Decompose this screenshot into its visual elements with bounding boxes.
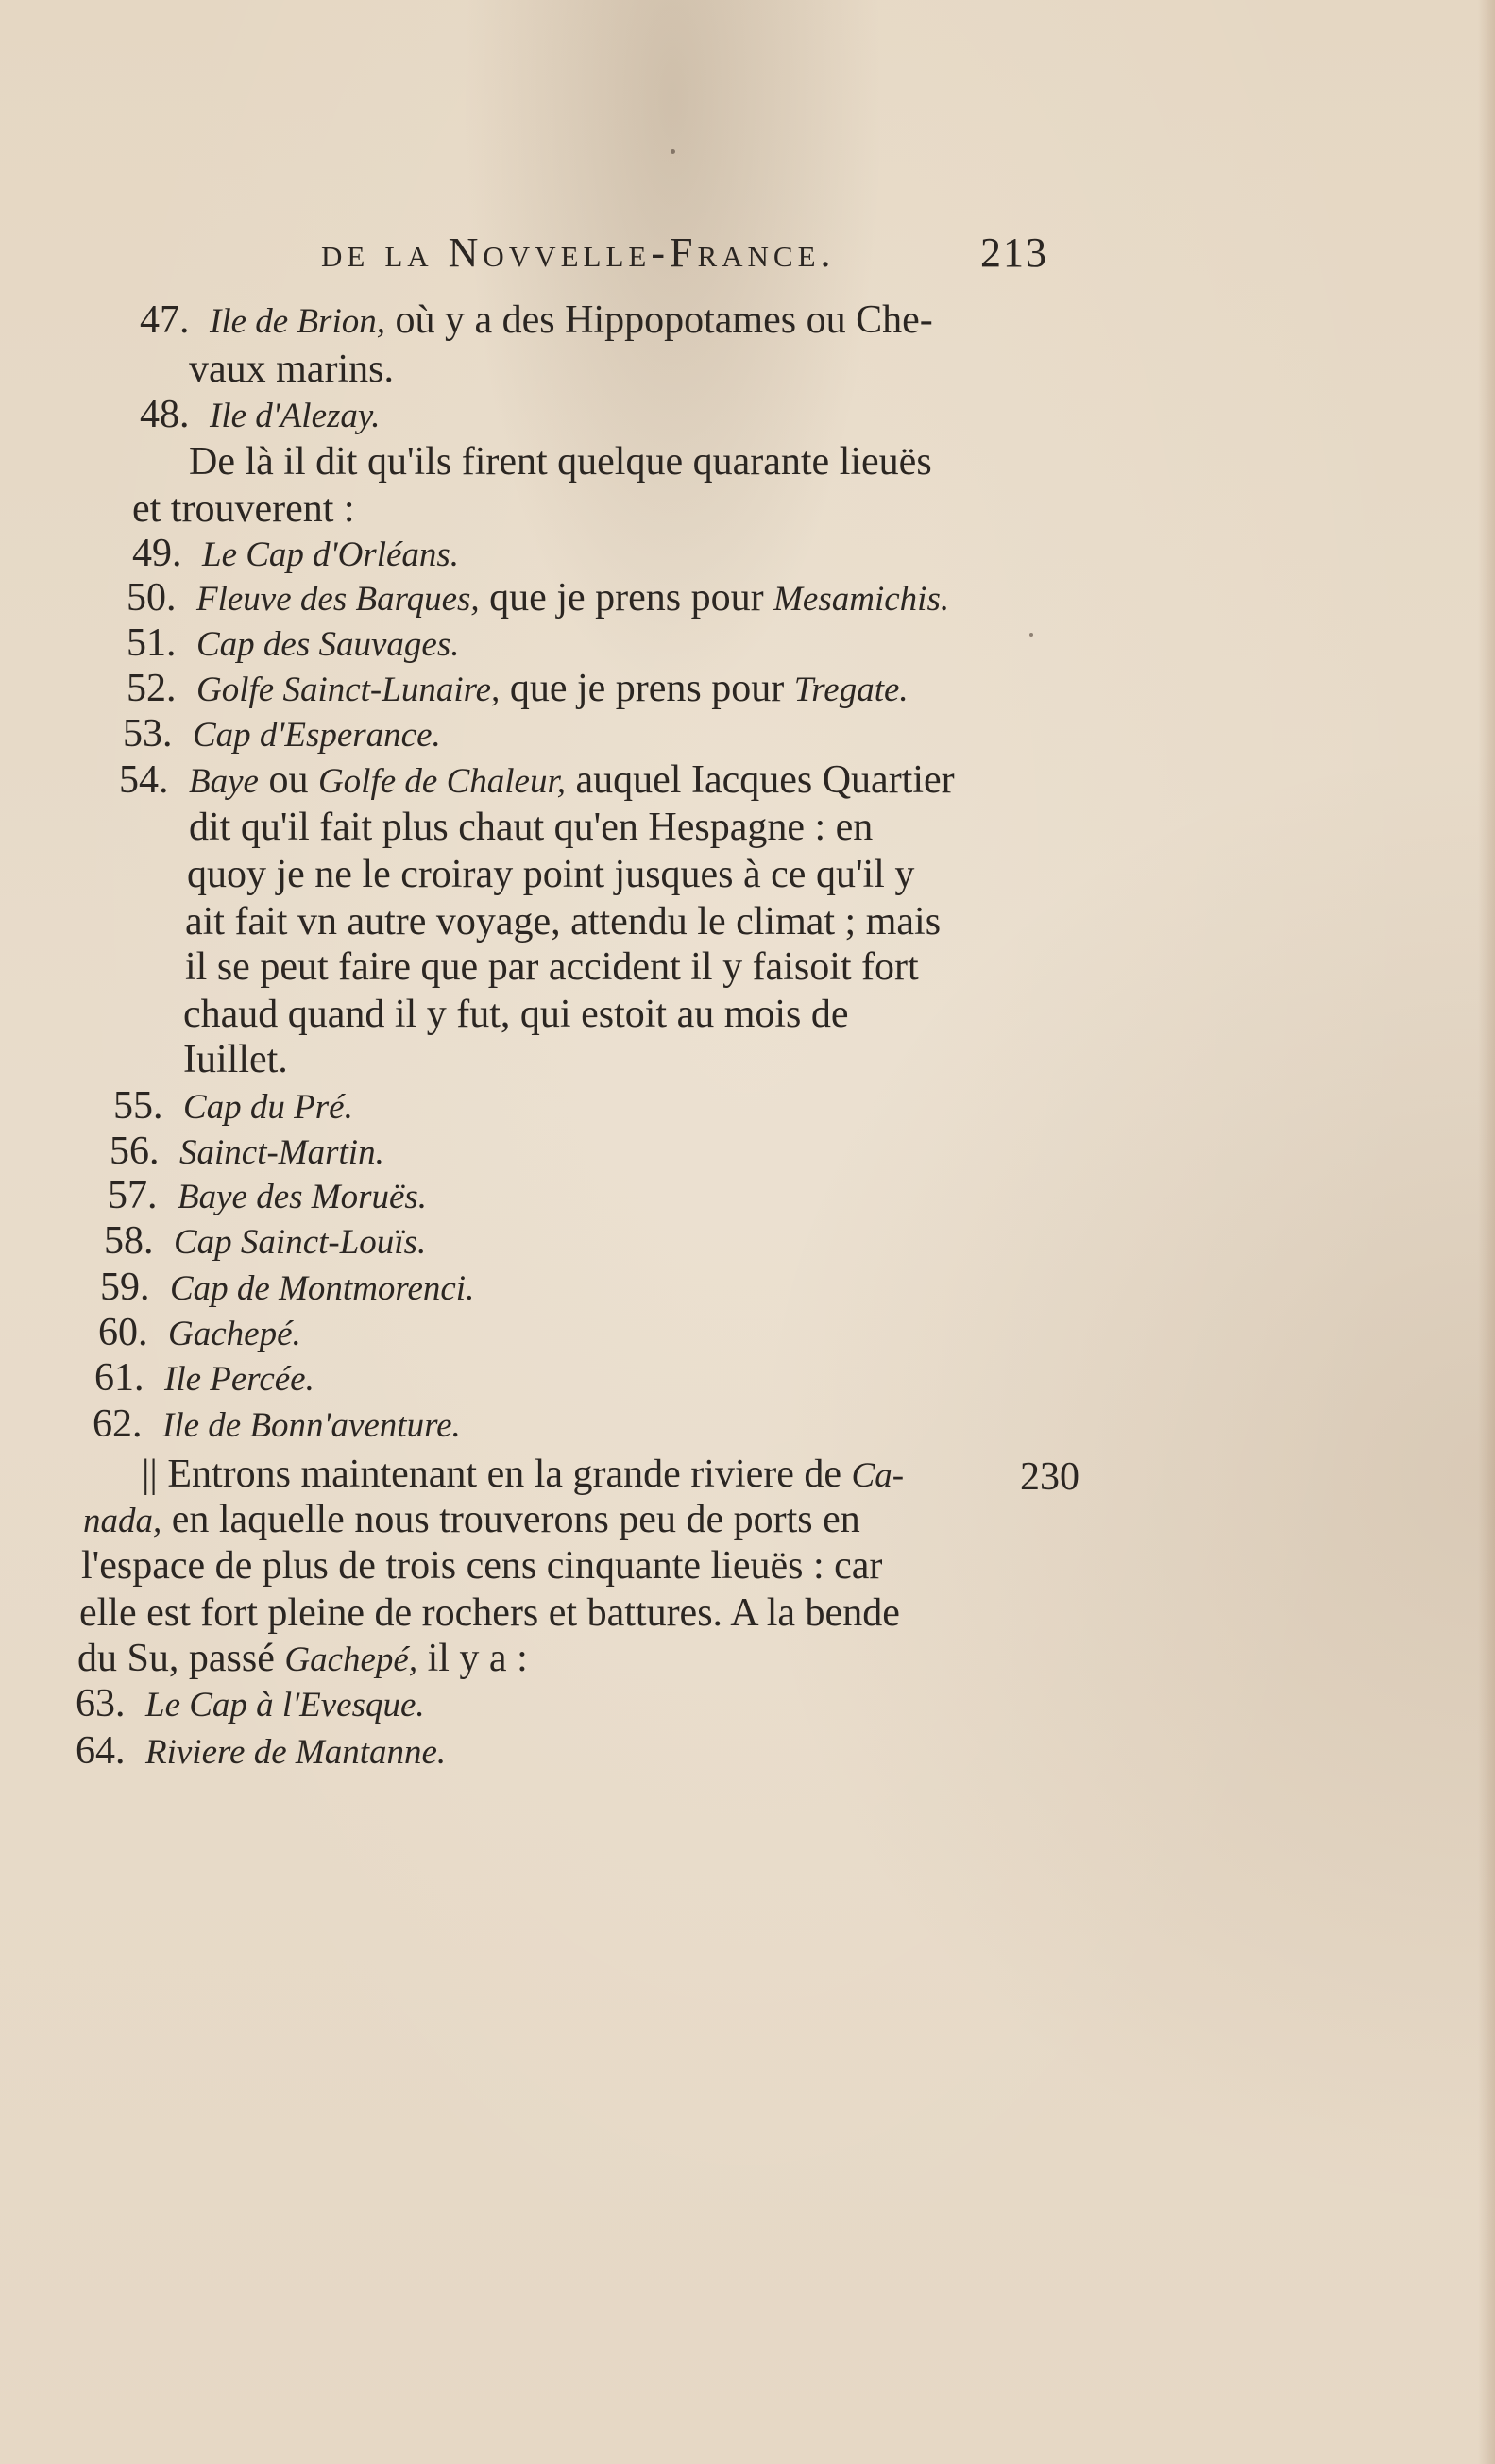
paragraph-line: l'espace de plus de trois cens cinquante lieuës : car: [81, 1544, 883, 1588]
entry-47-continuation: vaux marins.: [189, 348, 394, 391]
entry-47: [140, 300, 933, 340]
entry-60: [98, 1313, 301, 1352]
entry-54-continuation: Iuillet.: [183, 1038, 288, 1081]
place-name: Gachepé.: [168, 1315, 301, 1353]
entry-55: [113, 1086, 353, 1126]
place-name: Baye: [189, 762, 259, 801]
paragraph-line: De là il dit qu'ils firent quelque quarante lieuës: [189, 440, 932, 484]
entry-number: 53.: [123, 712, 173, 756]
entry-number: 55.: [113, 1084, 163, 1128]
running-title: de la Novvelle-France.: [321, 229, 836, 276]
entry-number: 57.: [108, 1174, 158, 1217]
entry-57: [108, 1176, 427, 1215]
page-header: [321, 229, 1048, 285]
place-name: Ile Percée.: [164, 1360, 314, 1399]
entry-61: [94, 1358, 314, 1398]
ink-speck: [1029, 633, 1033, 637]
place-name: Mesamichis.: [773, 580, 950, 619]
italic-word: nada,: [83, 1502, 162, 1540]
entry-54-continuation: ait fait vn autre voyage, attendu le climat ; mais: [185, 900, 942, 943]
paragraph-text: || Entrons maintenant en la grande riviere de: [142, 1453, 852, 1496]
entry-number: 48.: [140, 393, 190, 436]
entry-number: 62.: [93, 1402, 143, 1446]
entry-63: [76, 1684, 425, 1724]
entry-62: [93, 1404, 461, 1444]
place-name: Riviere de Mantanne.: [145, 1733, 447, 1772]
entry-text: que je prens pour: [479, 576, 774, 620]
entry-number: 60.: [98, 1311, 148, 1354]
paragraph-line: [142, 1454, 904, 1494]
place-name: Sainct-Martin.: [179, 1133, 384, 1172]
place-name: Golfe de Chaleur,: [317, 762, 567, 801]
entry-number: 61.: [94, 1356, 144, 1400]
page-number: 213: [980, 229, 1048, 276]
entry-52: [127, 669, 909, 708]
place-name: Cap de Montmorenci.: [170, 1269, 475, 1308]
place-name: Cap du Pré.: [183, 1088, 353, 1127]
page-edge-shadow: [1478, 0, 1495, 2464]
paragraph-line: elle est fort pleine de rochers et battures. A la bende: [79, 1591, 900, 1635]
italic-word: Ca-: [851, 1456, 905, 1495]
entry-54-continuation: dit qu'il fait plus chaut qu'en Hespagne : en: [189, 806, 874, 849]
place-name: Cap des Sauvages.: [196, 625, 460, 664]
entry-64: [76, 1731, 446, 1771]
margin-number: 230: [1020, 1455, 1079, 1499]
paragraph-line: [83, 1500, 860, 1539]
entry-number: 64.: [76, 1729, 126, 1773]
place-name: Golfe Sainct-Lunaire,: [196, 671, 501, 709]
entry-number: 63.: [76, 1682, 126, 1725]
entry-text: auquel Iacques Quartier: [566, 758, 955, 802]
entry-number: 50.: [127, 576, 177, 620]
entry-number: 56.: [110, 1130, 160, 1173]
entry-number: 47.: [140, 298, 190, 342]
entry-53: [123, 714, 441, 754]
place-name: Ile de Brion,: [210, 302, 385, 341]
place-name: Le Cap à l'Evesque.: [145, 1686, 425, 1725]
place-name: Cap d'Esperance.: [193, 716, 441, 755]
paragraph-text: il y a :: [417, 1637, 528, 1680]
entry-number: 54.: [119, 758, 169, 802]
entry-56: [110, 1131, 384, 1171]
entry-text: ou: [258, 758, 318, 802]
entry-number: 51.: [127, 621, 177, 665]
entry-54-continuation: il se peut faire que par accident il y faisoit fort: [185, 945, 919, 989]
place-name: Fleuve des Barques,: [196, 580, 480, 619]
entry-58: [104, 1221, 426, 1261]
place-name: Baye des Moruës.: [178, 1178, 428, 1216]
place-name: Le Cap d'Orléans.: [202, 535, 460, 574]
entry-50: [127, 578, 949, 618]
entry-49: [132, 534, 459, 573]
place-name: Ile d'Alezay.: [210, 397, 381, 435]
place-name: Cap Sainct-Louïs.: [174, 1223, 427, 1262]
entry-number: 58.: [104, 1219, 154, 1263]
entry-54-continuation: chaud quand il y fut, qui estoit au mois de: [183, 993, 849, 1036]
entry-59: [100, 1267, 474, 1307]
paragraph-line: et trouverent :: [132, 487, 355, 531]
entry-51: [127, 623, 460, 663]
entry-54-continuation: quoy je ne le croiray point jusques à ce qu'il y: [187, 853, 915, 896]
ink-speck: [671, 149, 675, 154]
entry-number: 52.: [127, 667, 177, 710]
entry-text: où y a des Hippopotames ou Che-: [384, 298, 933, 342]
italic-word: Gachepé,: [284, 1640, 418, 1679]
paragraph-line: [77, 1639, 528, 1678]
entry-text: que je prens pour: [500, 667, 794, 710]
entry-number: 59.: [100, 1266, 150, 1309]
paragraph-text: en laquelle nous trouverons peu de ports en: [161, 1498, 860, 1541]
entry-48: [140, 395, 381, 434]
place-name: Ile de Bonn'aventure.: [162, 1406, 461, 1445]
place-name: Tregate.: [793, 671, 909, 709]
entry-number: 49.: [132, 532, 182, 575]
entry-54: [119, 760, 955, 800]
paragraph-text: du Su, passé: [77, 1637, 285, 1680]
